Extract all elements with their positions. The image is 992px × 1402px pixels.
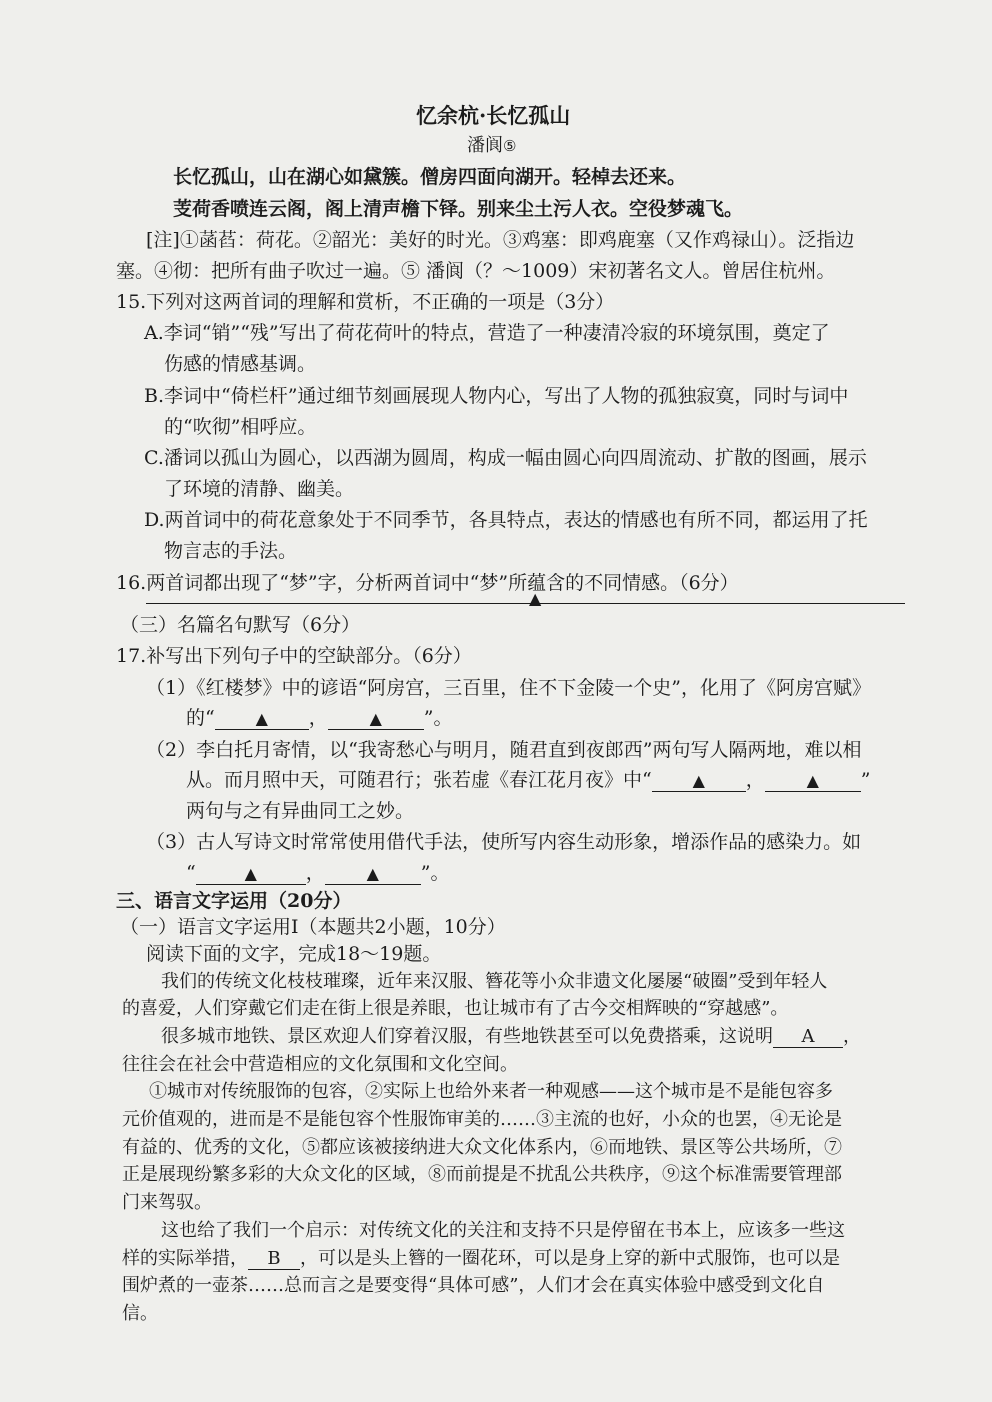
passage-para3-line-3: 有益的、优秀的文化，⑤都应该被接纳进大众文化体系内，⑥而地铁、景区等公共场所，⑦ bbox=[122, 1137, 842, 1158]
blank-b[interactable]: B bbox=[248, 1249, 300, 1270]
passage-para3-line-1: ①城市对传统服饰的包容，②实际上也给外来者一种观感——这个城市是不是能包容多 bbox=[149, 1081, 833, 1102]
passage-para3-line-4: 正是展现纷繁多彩的大众文化的区域，⑧而前提是不扰乱公共秩序，⑨这个标准需要管理部 bbox=[122, 1164, 842, 1185]
part3-instruction: 阅读下面的文字，完成18～19题。 bbox=[146, 943, 442, 965]
passage-para4-line-3: 围炉煮的一壶茶……总而言之是要变得“具体可感”，人们才会在真实体验中感受到文化自 bbox=[122, 1275, 825, 1296]
passage-para1-line-1: 我们的传统文化枝枝璀璨，近年来汉服、簪花等小众非遗文化屡屡“破圈”受到年轻人 bbox=[161, 971, 828, 992]
q15-option-c-line-1: C.潘词以孤山为圆心，以西湖为圆周，构成一幅由圆心向四周流动、扩散的图画，展示 bbox=[144, 447, 867, 469]
passage-para3-line-5: 门来驾驭。 bbox=[122, 1192, 212, 1213]
part3-heading: 三、语言文字运用（20分） bbox=[116, 890, 352, 912]
poem-author: 潘阆⑤ bbox=[467, 135, 517, 156]
q15-option-b-line-1: B.李词中“倚栏杆”通过细节刻画展现人物内心，写出了人物的孤独寂寞，同时与词中 bbox=[144, 385, 849, 407]
q17-part1-line-1: （1）《红楼梦》中的谚语“阿房宫，三百里，住不下金陵一个史”，化用了《阿房宫赋》 bbox=[146, 677, 872, 699]
q17-part3-line-1: （3）古人写诗文时常常使用借代手法，使所写内容生动形象，增添作品的感染力。如 bbox=[146, 831, 862, 853]
q15-option-a-line-1: A.李词“销”“残”写出了荷花荷叶的特点，营造了一种凄清冷寂的环境氛围，奠定了 bbox=[144, 322, 830, 344]
q15-option-c-line-2: 了环境的清静、幽美。 bbox=[164, 478, 355, 500]
poem-line-2: 芰荷香喷连云阁，阁上清声檐下铎。别来尘土污人衣。空役梦魂飞。 bbox=[173, 198, 744, 220]
q17-part1-line-2: 的“ ▲ ， ▲ ”。 bbox=[186, 707, 453, 729]
poem-notes-line-1: [注]①菡萏：荷花。②韶光：美好的时光。③鸡塞：即鸡鹿塞（又作鸡禄山）。泛指边 bbox=[146, 229, 855, 251]
q15-stem: 15.下列对这两首词的理解和赏析，不正确的一项是（3分） bbox=[116, 291, 615, 313]
poem-title: 忆余杭·长忆孤山 bbox=[416, 103, 571, 128]
q15-option-d-line-2: 物言志的手法。 bbox=[164, 540, 298, 562]
blank-a[interactable]: A bbox=[773, 1027, 843, 1048]
section-famous-lines-heading: （三）名篇名句默写（6分） bbox=[120, 614, 361, 636]
q17-part3-line-2: “ ▲ ， ▲ ”。 bbox=[186, 862, 450, 884]
passage-para4-line-2: 样的实际举措， B ，可以是头上簪的一圈花环，可以是身上穿的新中式服饰，也可以是 bbox=[122, 1248, 840, 1269]
q17-blank-1[interactable]: ▲ bbox=[215, 708, 309, 730]
q17-blank-5[interactable]: ▲ bbox=[196, 863, 306, 885]
q15-option-d-line-1: D.两首词中的荷花意象处于不同季节，各具特点，表达的情感也有所不同，都运用了托 bbox=[144, 509, 868, 531]
q17-part2-line-2: 从。而月照中天，可随君行；张若虚《春江花月夜》中“ ▲ ， ▲ ” bbox=[186, 769, 871, 791]
passage-para4-line-4: 信。 bbox=[122, 1303, 158, 1324]
q16-stem: 16.两首词都出现了“梦”字，分析两首词中“梦”所蕴含的不同情感。（6分） bbox=[116, 572, 739, 594]
passage-para1-line-2: 的喜爱，人们穿戴它们走在街上很是养眼，也让城市有了古今交相辉映的“穿越感”。 bbox=[122, 998, 789, 1019]
q17-blank-2[interactable]: ▲ bbox=[328, 708, 424, 730]
poem-notes-line-2: 塞。④彻：把所有曲子吹过一遍。⑤ 潘阆（？～1009）宋初著名文人。曾居住杭州。 bbox=[116, 260, 836, 282]
q17-stem: 17.补写出下列句子中的空缺部分。（6分） bbox=[116, 645, 472, 667]
q17-blank-6[interactable]: ▲ bbox=[325, 863, 421, 885]
passage-para2-line-2: 往往会在社会中营造相应的文化氛围和文化空间。 bbox=[122, 1054, 518, 1075]
q15-option-a-line-2: 伤感的情感基调。 bbox=[164, 353, 317, 375]
passage-para2-line-1: 很多城市地铁、景区欢迎人们穿着汉服，有些地铁甚至可以免费搭乘，这说明 A ， bbox=[161, 1026, 861, 1047]
poem-line-1: 长忆孤山，山在湖心如黛簇。僧房四面向湖开。轻棹去还来。 bbox=[173, 166, 687, 188]
q17-blank-3[interactable]: ▲ bbox=[652, 770, 746, 792]
passage-para3-line-2: 元价值观的，进而是不是能包容个性服饰审美的……③主流的也好，小众的也罢，④无论是 bbox=[122, 1109, 842, 1130]
part3-subheading: （一）语言文字运用Ⅰ（本题共2小题，10分） bbox=[120, 916, 506, 938]
q16-answer-mark: ▲ bbox=[529, 589, 542, 608]
passage-para4-line-1: 这也给了我们一个启示：对传统文化的关注和支持不只是停留在书本上，应该多一些这 bbox=[161, 1220, 845, 1241]
q15-option-b-line-2: 的“吹彻”相呼应。 bbox=[164, 416, 317, 438]
q17-blank-4[interactable]: ▲ bbox=[765, 770, 861, 792]
q16-answer-line[interactable] bbox=[146, 603, 905, 604]
q17-part2-line-1: （2）李白托月寄情，以“我寄愁心与明月，随君直到夜郎西”两句写人隔两地，难以相 bbox=[146, 739, 862, 761]
q17-part2-line-3: 两句与之有异曲同工之妙。 bbox=[186, 800, 415, 822]
